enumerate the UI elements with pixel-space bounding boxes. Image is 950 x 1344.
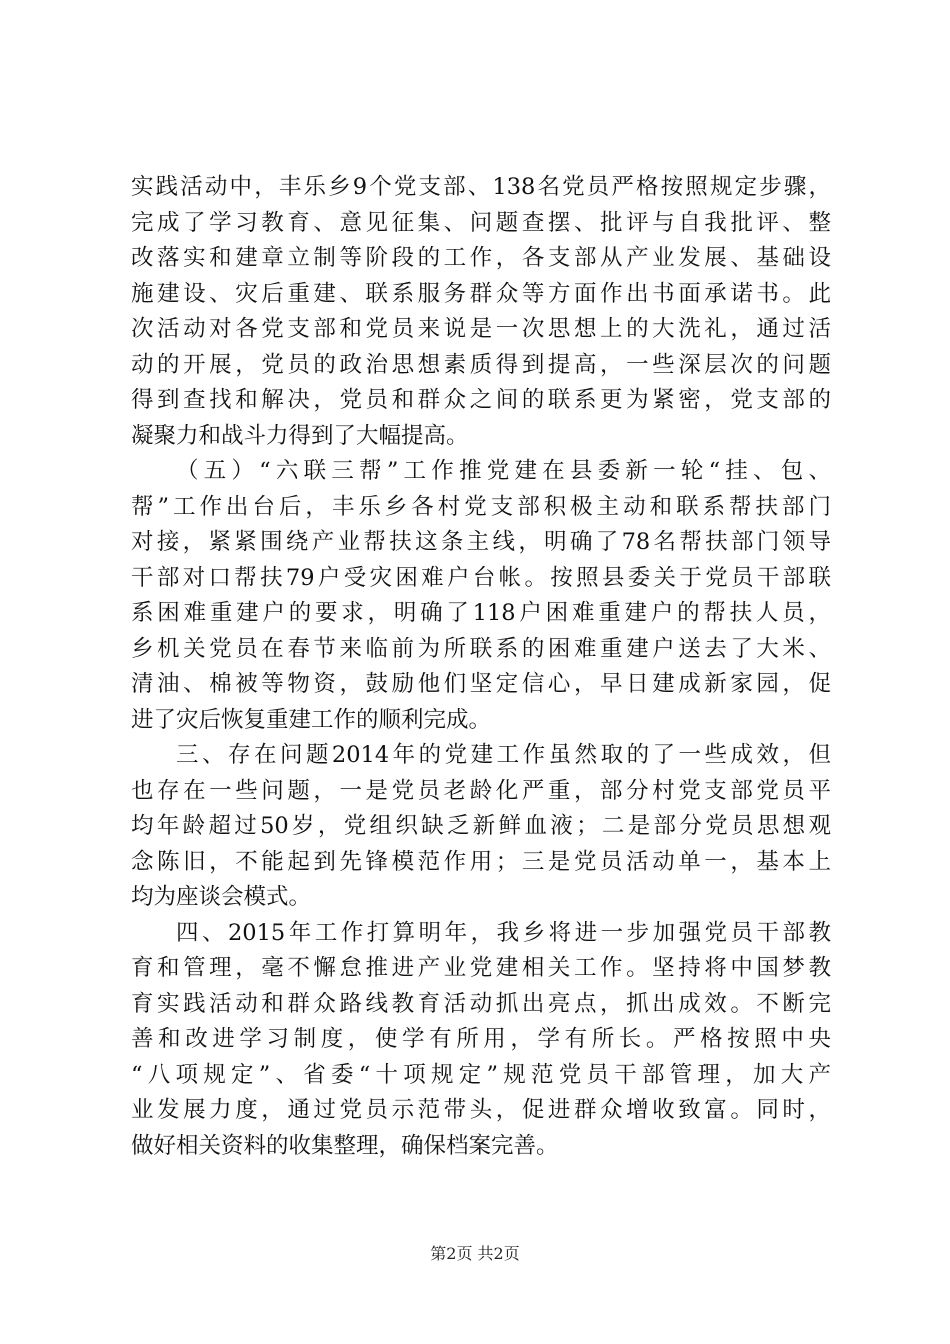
text-line: 进了灾后恢复重建工作的顺利完成。 bbox=[131, 706, 492, 733]
text-line: 育实践活动和群众路线教育活动抓出亮点，抓出成效。不断完 bbox=[131, 990, 831, 1017]
text-line: “八项规定”、省委“十项规定”规范党员干部管理，加大产 bbox=[131, 1061, 831, 1088]
text-line: 凝聚力和战斗力得到了大幅提高。 bbox=[131, 422, 469, 449]
text-line: 清油、棉被等物资，鼓励他们坚定信心，早日建成新家园，促 bbox=[131, 671, 831, 697]
text-line: 均为座谈会模式。 bbox=[131, 884, 312, 910]
text-line: 改落实和建章立制等阶段的工作，各支部从产业发展、基础设 bbox=[131, 245, 831, 271]
text-line: 完成了学习教育、意见征集、问题查摆、批评与自我批评、整 bbox=[131, 209, 831, 236]
text-line: 也存在一些问题，一是党员老龄化严重，部分村党支部党员平 bbox=[131, 777, 831, 804]
text-line: 三、存在问题2014年的党建工作虽然取的了一些成效，但 bbox=[176, 742, 831, 768]
text-line: 育和管理，毫不懈怠推进产业党建相关工作。坚持将中国梦教 bbox=[131, 955, 831, 981]
text-line: 系困难重建户的要求，明确了118户困难重建户的帮扶人员， bbox=[131, 600, 831, 626]
text-line: 得到查找和解决，党员和群众之间的联系更为紧密，党支部的 bbox=[131, 387, 831, 413]
page-footer: 第2页 共2页 bbox=[430, 1244, 520, 1263]
document-body bbox=[131, 170, 831, 1164]
text-line: 乡机关党员在春节来临前为所联系的困难重建户送去了大米、 bbox=[131, 635, 831, 662]
text-line: 帮”工作出台后，丰乐乡各村党支部积极主动和联系帮扶部门 bbox=[131, 493, 831, 520]
text-line: 实践活动中，丰乐乡9个党支部、138名党员严格按照规定步骤， bbox=[131, 174, 831, 200]
text-line: 念陈旧，不能起到先锋模范作用；三是党员活动单一，基本上 bbox=[131, 848, 831, 875]
text-line: 做好相关资料的收集整理，确保档案完善。 bbox=[131, 1132, 559, 1159]
text-line: 均年龄超过50岁，党组织缺乏新鲜血液；二是部分党员思想观 bbox=[131, 813, 831, 839]
text-line: 对接，紧紧围绕产业帮扶这条主线，明确了78名帮扶部门领导 bbox=[131, 529, 831, 555]
text-line: 四、2015年工作打算明年，我乡将进一步加强党员干部教 bbox=[176, 919, 831, 946]
text-line: 善和改进学习制度，使学有所用，学有所长。严格按照中央 bbox=[131, 1026, 831, 1052]
text-line: 施建设、灾后重建、联系服务群众等方面作出书面承诺书。此 bbox=[131, 280, 831, 307]
text-line: 动的开展，党员的政治思想素质得到提高，一些深层次的问题 bbox=[131, 351, 831, 378]
text-line: （五）“六联三帮”工作推党建在县委新一轮“挂、包、 bbox=[176, 458, 831, 484]
text-line: 干部对口帮扶79户受灾困难户台帐。按照县委关于党员干部联 bbox=[131, 564, 831, 591]
text-line: 次活动对各党支部和党员来说是一次思想上的大洗礼，通过活 bbox=[131, 316, 831, 342]
text-line: 业发展力度，通过党员示范带头，促进群众增收致富。同时， bbox=[131, 1097, 831, 1123]
